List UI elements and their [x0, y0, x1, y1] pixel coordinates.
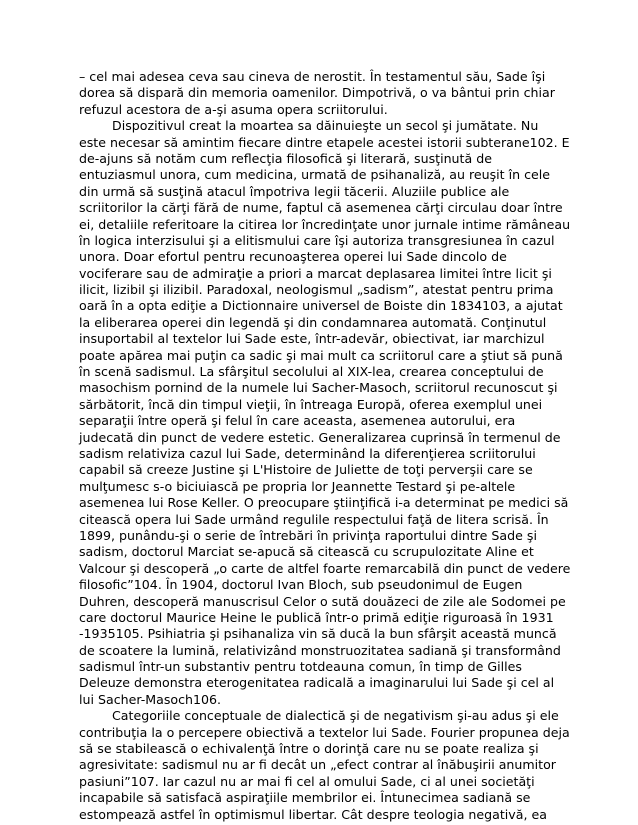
- text-line: masochism pornind de la numele lui Sacher-Masoch, scriitorul recunoscut şi: [79, 380, 558, 396]
- text-line: agresivitate: sadismul nu ar fi decât un „efect contrar al înăbuşirii anumitor: [79, 757, 556, 773]
- text-line: să se stabilească o echivalenţă între o dorinţă care nu se poate realiza şi: [79, 741, 539, 757]
- text-line: Valcour şi descoperă „o carte de altfel foarte remarcabilă din punct de vedere: [79, 560, 571, 576]
- text-line: refuzul acestora de a-şi asuma opera scriitorului.: [79, 101, 388, 117]
- text-line: din urmă să susţină atacul împotriva legii tăcerii. Aluziile publice ale: [79, 183, 510, 199]
- text-line: în logica interzisului şi a elitismului care îşi autoriza transgresiunea în cazul: [79, 232, 555, 248]
- text-line: vociferare sau de admiraţie a priori a marcat deplasarea limitei între licit şi: [79, 265, 552, 281]
- text-line: citească opera lui Sade urmând regulile respectului faţă de litera scrisă. În: [79, 511, 549, 527]
- text-line: de-ajuns să notăm cum reflecţia filosofică şi literară, susţinută de: [79, 150, 492, 166]
- text-line: oară în a opta ediţie a Dictionnaire universel de Boiste din 1834103, a ajutat: [79, 298, 563, 314]
- text-line: unora. Doar efortul pentru recunoaşterea operei lui Sade dincolo de: [79, 249, 507, 265]
- text-line: judecată din punct de vedere estetic. Generalizarea cuprinsă în termenul de: [79, 429, 561, 445]
- document-page: [79, 69, 571, 823]
- text-line: estompează astfel în optimismul libertar. Cât despre teologia negativă, ea: [79, 806, 547, 822]
- paragraph-first-line: Dispozitivul creat la moartea sa dăinuieşte un secol şi jumătate. Nu: [112, 118, 539, 134]
- text-line: separaţii între operă şi felul în care aceasta, asemenea autorului, era: [79, 413, 516, 429]
- text-line: dorea să dispară din memoria oamenilor. Dimpotrivă, o va bântui prin chiar: [79, 85, 555, 101]
- text-line: este necesar să amintim fiecare dintre etapele acestei istorii subterane102. E: [79, 134, 570, 150]
- text-line: sărbătorit, încă din timpul vieţii, în întreaga Europă, oferea exemplul unei: [79, 396, 543, 412]
- text-line: sadismul într-un substantiv pentru totdeauna comun, în timp de Gilles: [79, 659, 522, 675]
- text-line: care doctorul Maurice Heine le publică într-o primă ediţie riguroasă în 1931: [79, 609, 554, 625]
- text-line: pasiuni”107. Iar cazul nu ar mai fi cel al omului Sade, ci al unei societăţi: [79, 773, 535, 789]
- text-line: sadism, doctorul Marciat se-apucă să citească cu scrupulozitate Aline et: [79, 544, 534, 560]
- text-line: ei, detaliile referitoare la citirea lor încredinţate unor jurnale intime rămâneau: [79, 216, 571, 232]
- text-line: insuportabil al textelor lui Sade este, într-adevăr, obiectivat, iar marchizul: [79, 331, 545, 347]
- text-line: în scenă sadismul. La sfârşitul secolului al XIX-lea, crearea conceptului de: [79, 364, 544, 380]
- text-line: capabil să creeze Justine şi L'Histoire de Juliette de toţi perverşii care se: [79, 462, 533, 478]
- text-line: lui Sacher-Masoch106.: [79, 691, 222, 707]
- text-line: sadism relativiza cazul lui Sade, determinând la diferenţierea scriitorului: [79, 445, 536, 461]
- text-line: poate apărea mai puţin ca sadic şi mai mult ca scriitorul care a ştiut să pună: [79, 347, 563, 363]
- text-line: contribuţia la o percepere obiectivă a textelor lui Sade. Fourier propunea deja: [79, 724, 570, 740]
- text-line: Duhren, descoperă manuscrisul Celor o sută douăzeci de zile ale Sodomei pe: [79, 593, 566, 609]
- text-line: scriitorilor la cărţi fără de nume, faptul că asemenea cărţi circulau doar între: [79, 200, 563, 216]
- text-line: filosofic”104. În 1904, doctorul Ivan Bloch, sub pseudonimul de Eugen: [79, 577, 523, 593]
- text-line: ilicit, lizibil şi ilizibil. Paradoxal, neologismul „sadism”, atestat pentru prima: [79, 282, 554, 298]
- text-line: de scoatere la lumină, relativizând monstruozitatea sadiană şi transformând: [79, 642, 561, 658]
- text-line: Deleuze demonstra eterogenitatea radicală a imaginarului lui Sade şi cel al: [79, 675, 555, 691]
- text-line: mulţumesc s-o biciuiască pe propria lor Jeannette Testard şi pe-altele: [79, 478, 516, 494]
- text-line: asemenea lui Rose Keller. O preocupare ştiinţifică i-a determinat pe medici să: [79, 495, 569, 511]
- text-line: -1935105. Psihiatria şi psihanaliza vin să ducă la bun sfârşit această muncă: [79, 626, 557, 642]
- text-line: 1899, punându-şi o serie de întrebări în privinţa raportului dintre Sade şi: [79, 527, 537, 543]
- paragraph-first-line: Categoriile conceptuale de dialectică şi de negativism şi-au adus şi ele: [112, 708, 559, 724]
- text-line: incapabile să satisfacă aspiraţiile membrilor ei. Întunecimea sadiană se: [79, 790, 531, 806]
- text-line: – cel mai adesea ceva sau cineva de nerostit. În testamentul său, Sade îşi: [79, 69, 546, 84]
- text-line: entuziasmul unora, cum medicina, urmată de psihanaliză, au reuşit în cele: [79, 167, 551, 183]
- text-line: la eliberarea operei din legendă şi din condamnarea automată. Conţinutul: [79, 314, 547, 330]
